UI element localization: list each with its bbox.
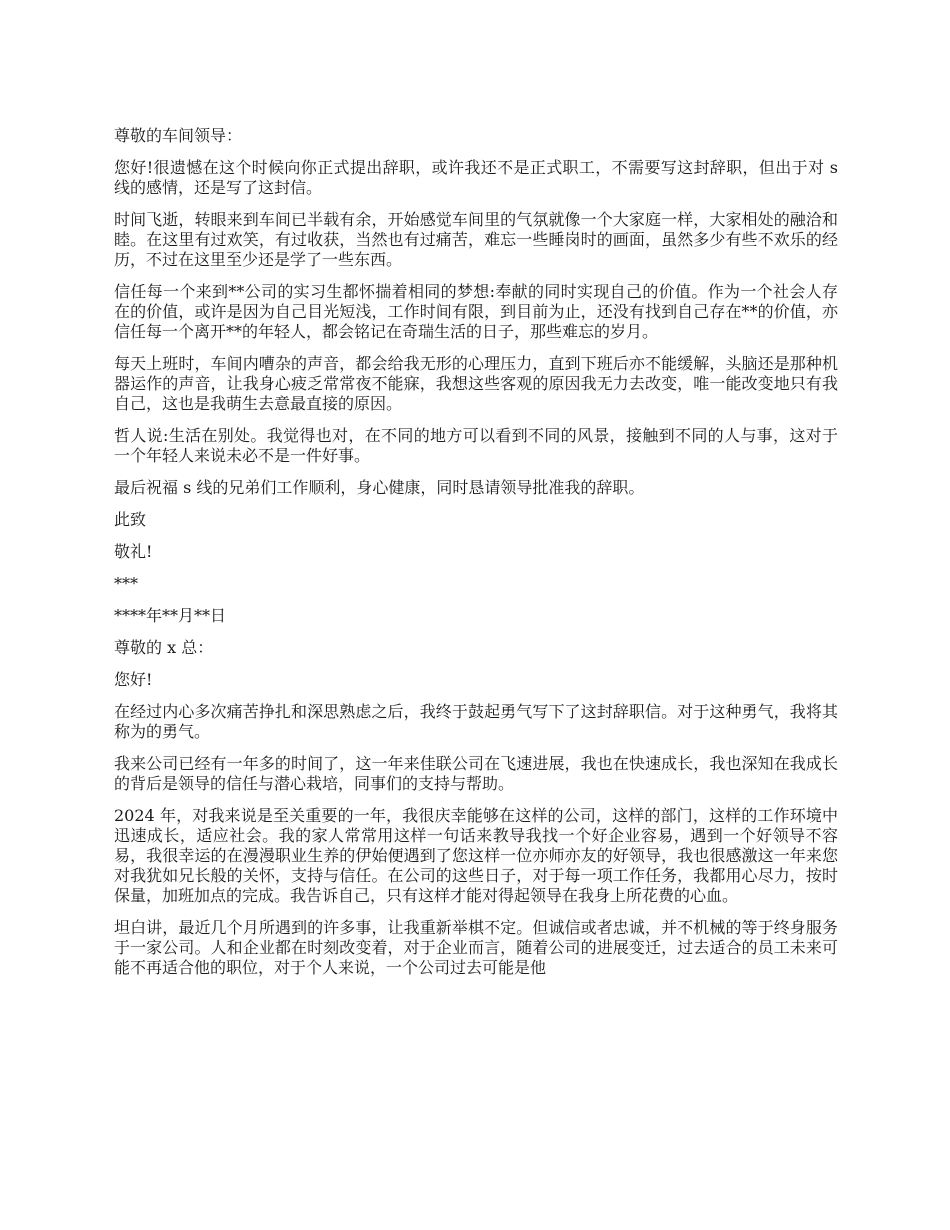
paragraph-greeting-2: 您好! — [114, 670, 153, 689]
paragraph-trust: 信任每一个来到**公司的实习生都怀揣着相同的梦想:奉献的同时实现自己的价值。作为一个社会人存在的价值，或许是因为自己目光短浅，工作时间有限，到目前为止，还没有找到自己存在**的价值，亦信任每一个离开**的年轻人，都会铭记在奇瑞生活的日子，那些难忘的岁月。 — [114, 282, 838, 341]
signature-name: *** — [114, 574, 138, 593]
paragraph-time-flies: 时间飞逝，转眼来到车间已半载有余，开始感觉车间里的气氛就像一个大家庭一样，大家相处的融洽和睦。在这里有过欢笑，有过收获，当然也有过痛苦，难忘一些睡岗时的画面，虽然多少有些不欢乐的经历，不过在这里至少还是学了一些东西。 — [114, 210, 838, 269]
paragraph-daily-work: 每天上班时，车间内嘈杂的声音，都会给我无形的心理压力，直到下班后亦不能缓解，头脑还是那种机器运作的声音，让我身心疲乏常常夜不能寐，我想这些客观的原因我无力去改变，唯一能改变地只有我自己，这也是我萌生去意最直接的原因。 — [114, 354, 838, 413]
paragraph-one-year: 我来公司已经有一年多的时间了，这一年来佳联公司在飞速进展，我也在快速成长，我也深知在我成长的背后是领导的信任与潜心栽培，同事们的支持与帮助。 — [114, 754, 838, 793]
salutation-2: 尊敬的 x 总： — [114, 638, 214, 657]
paragraph-frankly: 坦白讲，最近几个月所遇到的许多事，让我重新举棋不定。但诚信或者忠诚，并不机械的等于终身服务于一家公司。人和企业都在时刻改变着，对于企业而言，随着公司的进展变迁，过去适合的员工未来可能不再适合他的职位，对于个人来说，一个公司过去可能是他 — [114, 918, 838, 977]
closing-jingli: 敬礼! — [114, 542, 153, 561]
closing-cizhi: 此致 — [114, 510, 147, 529]
paragraph-blessing: 最后祝福 s 线的兄弟们工作顺利，身心健康，同时恳请领导批准我的辞职。 — [114, 478, 645, 497]
paragraph-philosopher: 哲人说:生活在别处。我觉得也对，在不同的地方可以看到不同的风景，接触到不同的人与事，这对于一个年轻人来说未必不是一件好事。 — [114, 426, 838, 465]
salutation-1: 尊敬的车间领导： — [114, 126, 243, 145]
paragraph-2024: 2024 年，对我来说是至关重要的一年，我很庆幸能够在这样的公司，这样的部门，这样的工作环境中迅速成长，适应社会。我的家人常常用这样一句话来教导我找一个好企业容易，遇到一个好领导不容易，我很幸运的在漫漫职业生养的伊始便遇到了您这样一位亦师亦友的好领导，我也很感激这一年来您对我犹如兄长般的关怀，支持与信任。在公司的这些日子，对于每一项工作任务，我都用心尽力，按时保量，加班加点的完成。我告诉自己，只有这样才能对得起领导在我身上所花费的心血。 — [114, 806, 838, 905]
document-page — [114, 126, 838, 990]
paragraph-courage: 在经过内心多次痛苦挣扎和深思熟虑之后，我终于鼓起勇气写下了这封辞职信。对于这种勇气，我将其称为的勇气。 — [114, 702, 838, 741]
signature-date: ****年**月**日 — [114, 606, 227, 625]
paragraph-greeting-1: 您好!很遗憾在这个时候向你正式提出辞职，或许我还不是正式职工，不需要写这封辞职，但出于对 s 线的感情，还是写了这封信。 — [114, 158, 838, 197]
